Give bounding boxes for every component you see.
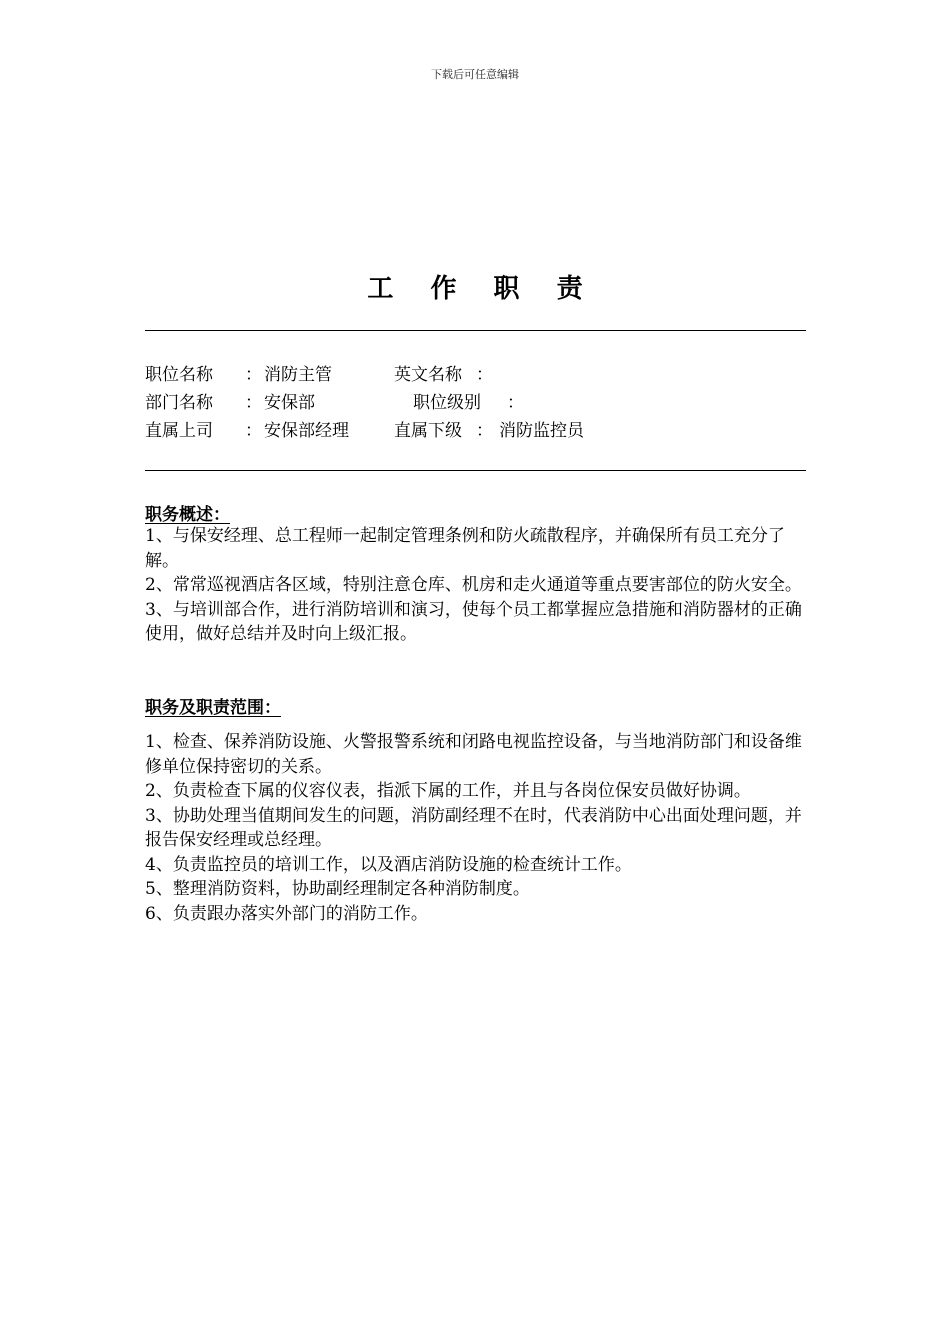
overview-item: 1、与保安经理、总工程师一起制定管理条例和防火疏散程序，并确保所有员工充分了解。 <box>145 526 785 571</box>
info-colon: ： <box>476 421 493 441</box>
info-colon: ： <box>507 393 524 413</box>
info-label: 直属下级 <box>394 421 462 441</box>
page-title <box>0 268 950 305</box>
scope-item: 2、负责检查下属的仪容仪表，指派下属的工作，并且与各岗位保安员做好协调。 <box>145 781 751 801</box>
info-colon: ： <box>245 421 262 441</box>
title-char: 作 <box>430 274 457 304</box>
top-divider <box>145 330 806 331</box>
info-value: 消防主管 <box>264 365 332 385</box>
scope-heading: 职务及职责范围： <box>145 698 281 718</box>
overview-heading: 职务概述： <box>145 505 230 525</box>
info-value: 安保部 <box>264 393 315 413</box>
scope-item: 6、负责跟办落实外部门的消防工作。 <box>145 903 428 924</box>
scope-list <box>145 730 809 926</box>
title-char: 责 <box>556 274 583 304</box>
info-value: 安保部经理 <box>264 421 349 441</box>
info-label: 部门名称 <box>145 393 213 413</box>
info-label: 直属上司 <box>145 421 213 441</box>
info-row-supervisor <box>145 417 806 445</box>
scope-item: 5、整理消防资料，协助副经理制定各种消防制度。 <box>145 879 530 899</box>
info-label: 英文名称 <box>394 365 462 385</box>
info-row-position <box>145 361 806 389</box>
info-value: 消防监控员 <box>499 421 584 441</box>
scope-item: 3、协助处理当值期间发生的问题，消防副经理不在时，代表消防中心出面处理问题，并报告保安经理或总经理。 <box>145 805 802 850</box>
info-label: 职位级别 <box>413 393 481 413</box>
bottom-divider <box>145 470 806 471</box>
title-char: 职 <box>493 274 520 304</box>
info-colon: ： <box>245 365 262 385</box>
overview-list <box>145 524 809 647</box>
position-info <box>145 361 806 445</box>
info-colon: ： <box>476 365 493 385</box>
scope-item: 1、检查、保养消防设施、火警报警系统和闭路电视监控设备，与当地消防部门和设备维修单位保持密切的关系。 <box>145 732 802 777</box>
info-colon: ： <box>245 393 262 413</box>
info-label: 职位名称 <box>145 365 213 385</box>
info-row-department <box>145 389 806 417</box>
title-char: 工 <box>367 274 394 304</box>
overview-item: 2、常常巡视酒店各区域，特别注意仓库、机房和走火通道等重点要害部位的防火安全。 <box>145 575 802 595</box>
scope-item: 4、负责监控员的培训工作，以及酒店消防设施的检查统计工作。 <box>145 854 632 875</box>
overview-item: 3、与培训部合作，进行消防培训和演习，使每个员工都掌握应急措施和消防器材的正确使用，做好总结并及时向上级汇报。 <box>145 599 802 644</box>
header-note: 下载后可任意编辑 <box>431 68 519 81</box>
